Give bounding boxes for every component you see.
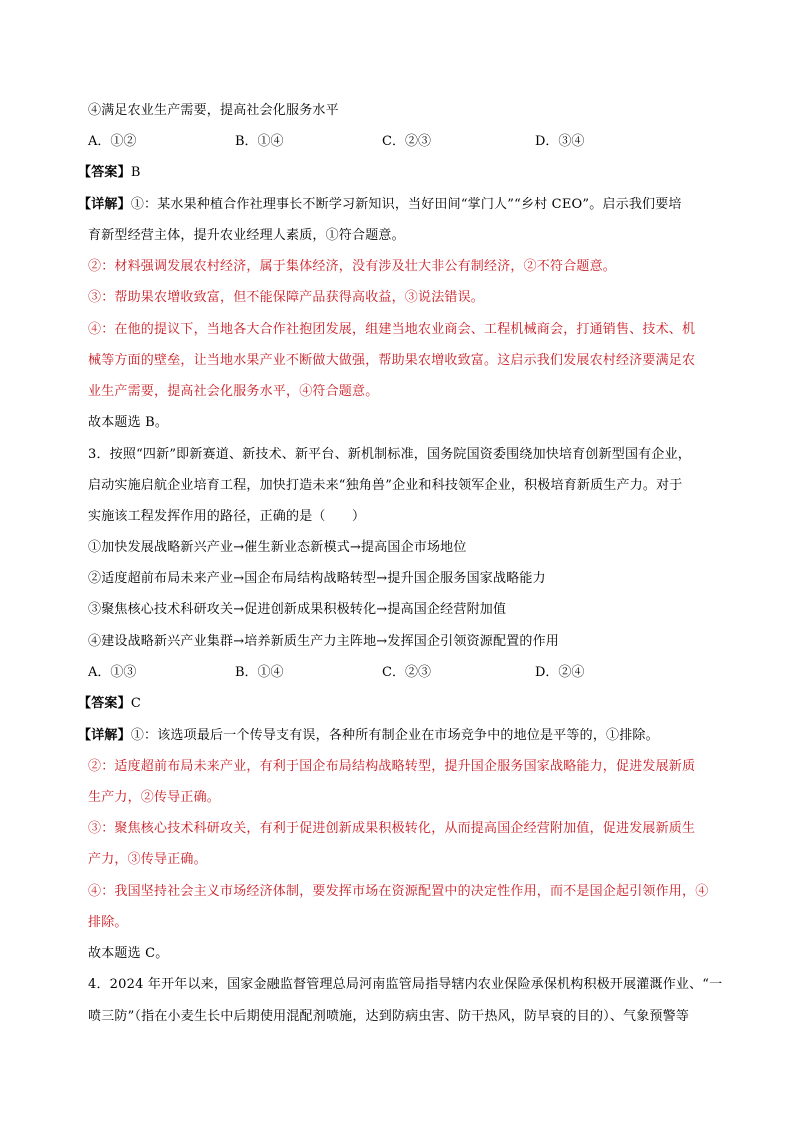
answer-tag: 【答案】	[78, 165, 131, 180]
q3-analysis-2-line-1: ②：适度超前布局未来产业，有利于国企布局结构战略转型，提升国企服务国家战略能力，促进发展新质	[88, 759, 696, 774]
detail-tag: 【详解】	[78, 197, 131, 212]
q2-choice-d: D．③④	[535, 134, 585, 149]
q2-analysis-4-line-2: 械等方面的壁垒，让当地水果产业不断做大做强，帮助果农增收致富。这启示我们发展农村经济要满足农	[88, 353, 696, 368]
q3-choice-a: A．①③	[88, 665, 137, 680]
q2-analysis-4-line-1: ④：在他的提议下，当地各大合作社抱团发展，组建当地农业商会、工程机械商会，打通销售、技术、机	[88, 322, 696, 337]
q2-choice-b: B．①④	[235, 134, 284, 149]
q2-option-4: ④满足农业生产需要，提高社会化服务水平	[88, 103, 339, 118]
q3-analysis-3-line-2: 产力，③传导正确。	[88, 852, 207, 867]
q3-detail-line-1: 【详解】①：该选项最后一个传导支有误，各种所有制企业在市场竞争中的地位是平等的，①排除。	[78, 728, 659, 743]
q3-analysis-4-line-1: ④：我国坚持社会主义市场经济体制，要发挥市场在资源配置中的决定性作用，而不是国企起引领作用，④	[88, 884, 709, 899]
q3-choice-b: B．①④	[235, 665, 284, 680]
q3-option-1: ①加快发展战略新兴产业→催生新业态新模式→提高国企市场地位	[88, 540, 467, 555]
q2-detail-line-1: 【详解】①：某水果种植合作社理事长不断学习新知识，当好田间“掌门人”“乡村 CEO”。启示我们要培	[78, 197, 682, 212]
q2-conclusion: 故本题选 B。	[88, 415, 169, 430]
q3-stem-line-1: 3．按照“四新”即新赛道、新技术、新平台、新机制标准，国务院国资委围绕加快培育创新型国有企业，	[88, 447, 691, 462]
q3-analysis-3-line-1: ③：聚焦核心技术科研攻关，有利于促进创新成果积极转化，从而提高国企经营附加值，促进发展新质生	[88, 821, 696, 836]
q2-analysis-4-line-3: 业生产需要，提高社会化服务水平，④符合题意。	[88, 384, 379, 399]
answer-value: B	[130, 165, 141, 180]
q3-answer	[78, 694, 718, 714]
q3-choice-d: D．②④	[535, 665, 585, 680]
q3-stem-line-3: 实施该工程发挥作用的路径，正确的是（ ）	[88, 509, 366, 524]
q3-choices	[88, 663, 728, 683]
answer-tag: 【答案】	[78, 696, 131, 711]
q3-option-4: ④建设战略新兴产业集群→培养新质生产力主阵地→发挥国企引领资源配置的作用	[88, 634, 559, 649]
q2-analysis-2: ②：材料强调发展农村经济，属于集体经济，没有涉及壮大非公有制经济，②不符合题意。	[88, 259, 617, 274]
answer-value: C	[130, 696, 141, 711]
q2-detail-line-2: 育新型经营主体，提升农业经理人素质，①符合题意。	[88, 228, 405, 243]
q3-analysis-2-line-2: 生产力，②传导正确。	[88, 790, 221, 805]
q4-stem-line-1: 4．2024 年开年以来，国家金融监督管理总局河南监管局指导辖内农业保险承保机构积极开展灌溉作业、“一	[88, 977, 723, 992]
q3-choice-c: C．②③	[382, 665, 431, 680]
q3-option-3: ③聚焦核心技术科研攻关→促进创新成果积极转化→提高国企经营附加值	[88, 602, 507, 617]
q2-answer	[78, 163, 718, 183]
detail-tag: 【详解】	[78, 728, 131, 743]
q2-analysis-3: ③：帮助果农增收致富，但不能保障产品获得高收益，③说法错误。	[88, 290, 485, 305]
q3-option-2: ②适度超前布局未来产业→国企布局结构战略转型→提升国企服务国家战略能力	[88, 571, 546, 586]
q2-choices	[88, 132, 728, 152]
q3-stem-line-2: 启动实施启航企业培育工程，加快打造未来“独角兽”企业和科技领军企业，积极培育新质生产力。对于	[88, 478, 683, 493]
q3-analysis-4-line-2: 排除。	[88, 915, 128, 930]
q2-choice-a: A．①②	[88, 134, 137, 149]
q2-choice-c: C．②③	[382, 134, 431, 149]
q3-conclusion: 故本题选 C。	[88, 946, 169, 961]
q4-stem-line-2: 喷三防”（指在小麦生长中后期使用混配剂喷施，达到防病虫害、防干热风，防早衰的目的）、气象预警等	[88, 1009, 690, 1024]
